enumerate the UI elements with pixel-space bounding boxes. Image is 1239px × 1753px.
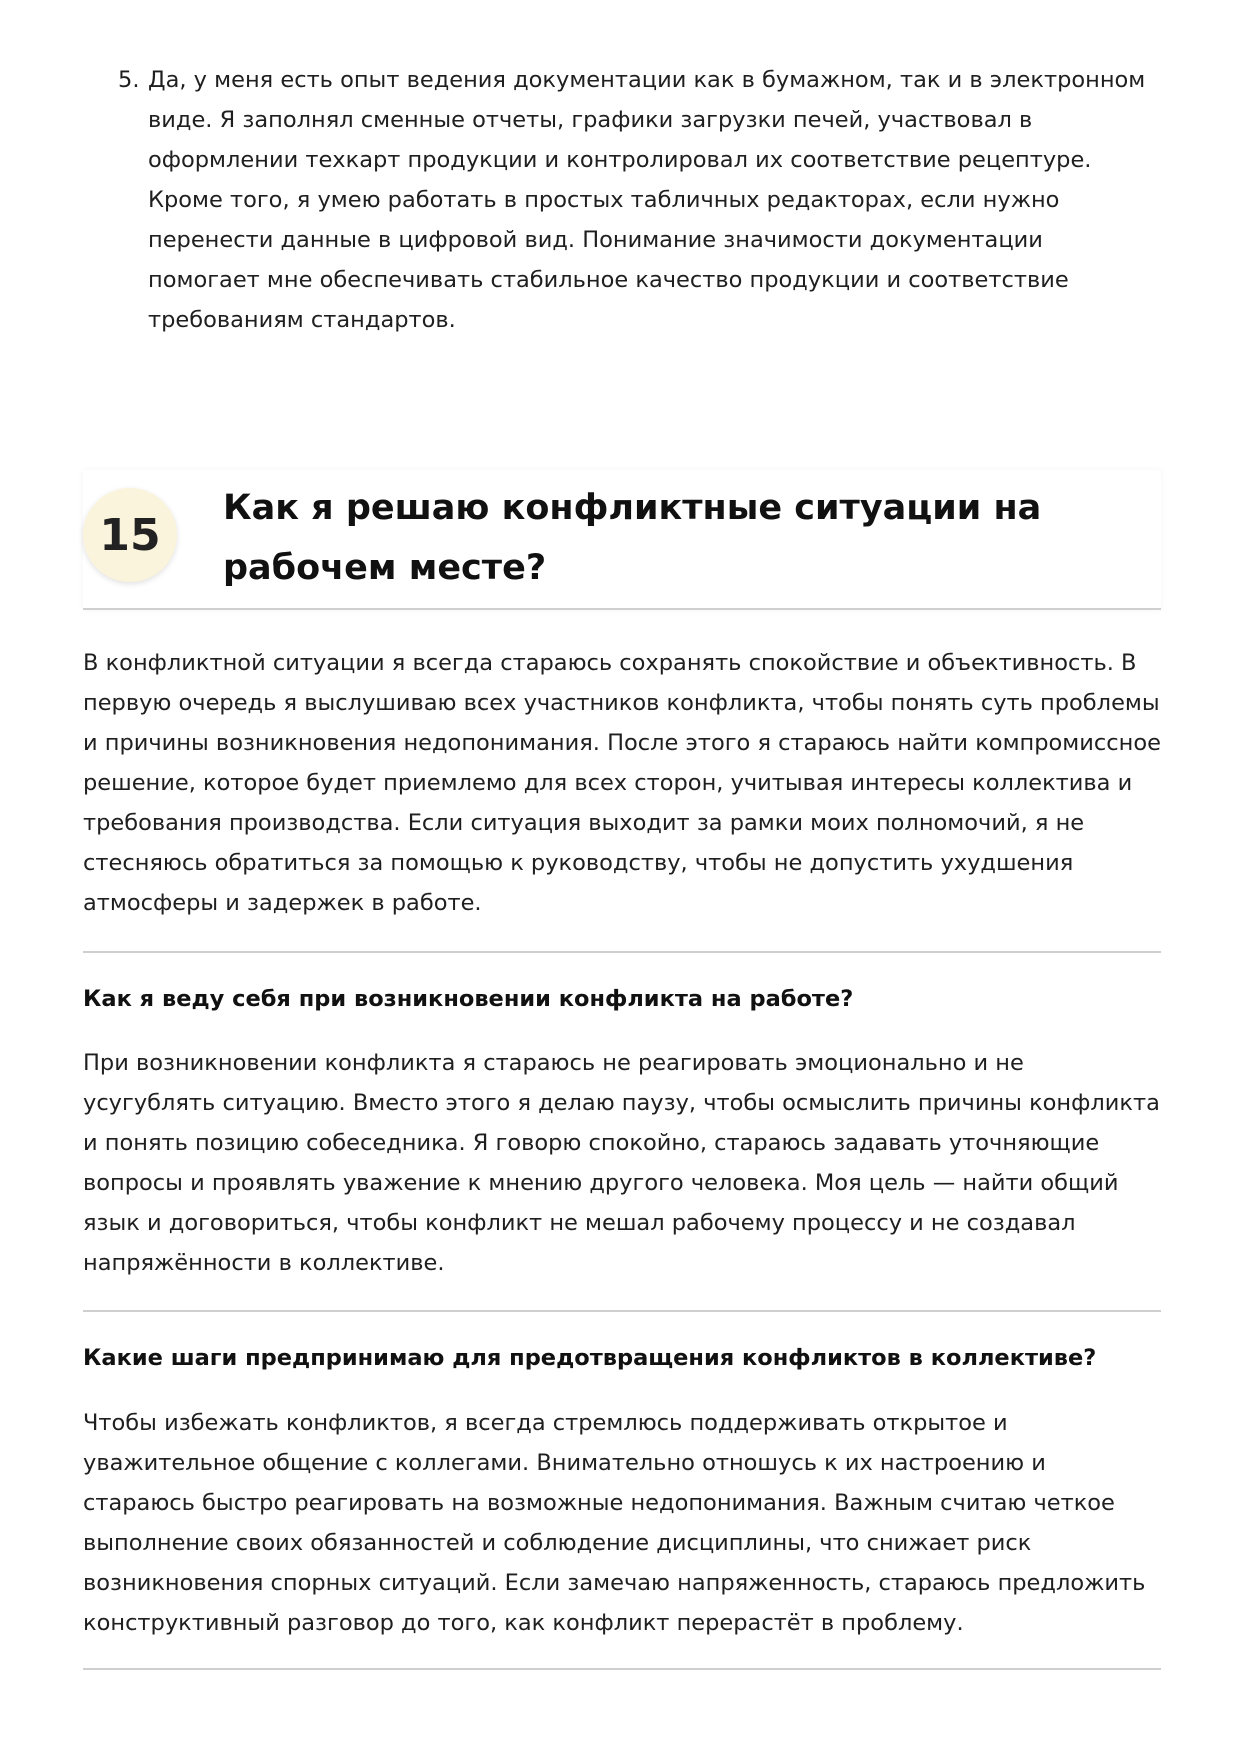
section-title: Как я решаю конфликтные ситуации на рабочем месте?	[223, 488, 1042, 588]
divider	[83, 951, 1161, 953]
section-intro-paragraph: В конфликтной ситуации я всегда стараюсь сохранять спокойствие и объективность. В первую очередь я выслушиваю всех участников конфликта, чтобы понять суть проблемы и причины возникновения недопонимания. После этого я стараюсь найти компромиссное решение, которое будет приемлемо для всех сторон, учитывая интересы коллектива и требования производства. Если ситуация выходит за рамки моих полномочий, я не стесняюсь обратиться за помощью к руководству, чтобы не допустить ухудшения атмосферы и задержек в работе.	[83, 650, 1161, 916]
section-header	[83, 470, 1161, 610]
list-item-text: Да, у меня есть опыт ведения документации как в бумажном, так и в электронном виде. Я заполнял сменные отчеты, графики загрузки печей, участвовал в оформлении техкарт продукции и контролировал их соответствие рецептуре. Кроме того, я умею работать в простых табличных редакторах, если нужно перенести данные в цифровой вид. Понимание значимости документации помогает мне обеспечивать стабильное качество продукции и соответствие требованиям стандартов.	[148, 67, 1146, 333]
list-item	[118, 60, 1158, 340]
answer-paragraph-1: При возникновении конфликта я стараюсь не реагировать эмоционально и не усугублять ситуацию. Вместо этого я делаю паузу, чтобы осмыслить причины конфликта и понять позицию собеседника. Я говорю спокойно, стараюсь задавать уточняющие вопросы и проявлять уважение к мнению другого человека. Моя цель — найти общий язык и договориться, чтобы конфликт не мешал рабочему процессу и не создавал напряжённости в коллективе.	[83, 1050, 1160, 1276]
section-number-badge: 15	[83, 488, 177, 582]
list-item-number: 5.	[118, 67, 140, 93]
question-heading-2: Какие шаги предпринимаю для предотвращения конфликтов в коллективе?	[83, 1345, 1097, 1371]
divider	[83, 1668, 1161, 1670]
numbered-list	[118, 60, 1158, 340]
divider	[83, 1310, 1161, 1312]
question-heading-1: Как я веду себя при возникновении конфликта на работе?	[83, 986, 854, 1012]
answer-paragraph-2: Чтобы избежать конфликтов, я всегда стремлюсь поддерживать открытое и уважительное общение с коллегами. Внимательно отношусь к их настроению и стараюсь быстро реагировать на возможные недопонимания. Важным считаю четкое выполнение своих обязанностей и соблюдение дисциплины, что снижает риск возникновения спорных ситуаций. Если замечаю напряженность, стараюсь предложить конструктивный разговор до того, как конфликт перерастёт в проблему.	[83, 1410, 1146, 1636]
